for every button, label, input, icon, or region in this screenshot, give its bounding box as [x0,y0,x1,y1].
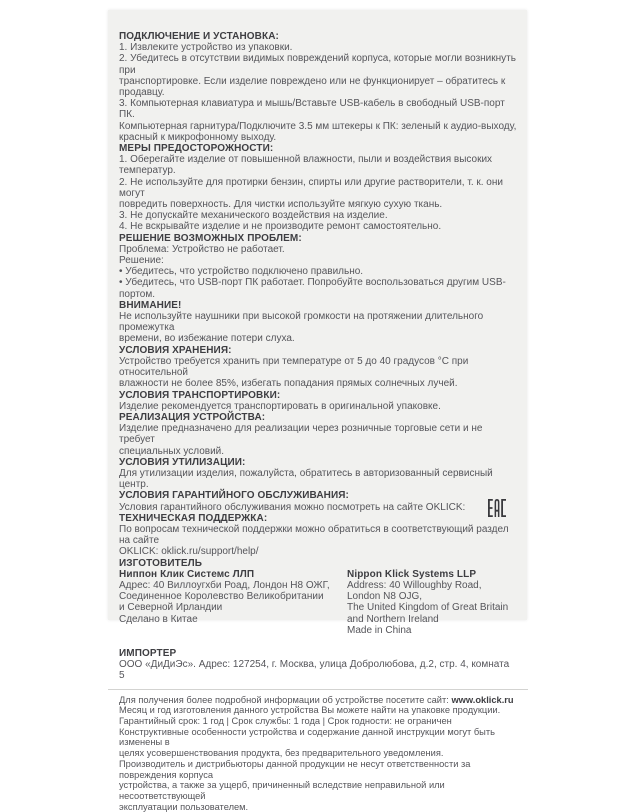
footer-line: Конструктивные особенности устройства и содержание данной инструкции могут быть изменены в [119,726,495,748]
section-line: Изделие предназначено для реализации через розничные торговые сети и не требует [119,423,483,446]
section-line: Не используйте наушники при высокой громкости на протяжении длительного промежутка [119,311,484,334]
manufacturer-block [119,558,517,636]
manufacturer-column-ru [119,569,347,636]
section-line: Для утилизации изделия, пожалуйста, обратитесь в авторизованный сервисный центр. [119,467,493,491]
section-heading: ВНИМАНИЕ! [119,299,182,311]
section-line: По вопросам технической поддержки можно обратиться в соответствующий раздел на сайте [119,523,509,547]
eac-certification-icon [488,497,506,519]
section-heading: УСЛОВИЯ ХРАНЕНИЯ: [119,344,232,356]
section-heading: ПОДКЛЮЧЕНИЕ И УСТАНОВКА: [119,31,279,42]
footer-line: устройства, а также за ущерб, причиненный вследствие неправильной или несоответствующей [119,780,445,801]
footer-line: целях усовершенствования продукта, без предварительного уведомления. [119,748,444,759]
manufacturer-heading: ИЗГОТОВИТЕЛЬ [119,557,202,569]
footer-line: Производитель и дистрибьюторы данной продукции не несут ответственности за повреждения корпуса [119,758,471,780]
manufacturer-line-en: Address: 40 Willoughby Road, London N8 OJG, [347,579,482,603]
manufacturer-line-ru: Сделано в Китае [119,613,198,625]
section-heading: УСЛОВИЯ ТРАНСПОРТИРОВКИ: [119,389,281,401]
manufacturer-line-ru: и Северной Ирландии [119,602,223,614]
footer-line: Месяц и год изготовления данного устройства Вы можете найти на упаковке продукции. [119,705,501,716]
importer-address: ООО «ДиДиЭс». Адрес: 127254, г. Москва, улица Добролюбова, д.2, стр. 4, комната 5 [119,659,510,682]
section-line: повредить поверхность. Для чистки используйте мягкую сухую ткань. [119,199,443,211]
footer-line: эксплуатации пользователем. [119,801,249,812]
section-line: 4. Не вскрывайте изделие и не производите ремонт самостоятельно. [119,221,442,233]
section-line: Устройство требуется хранить при температуре от 5 до 40 градусов °C при относительной [119,355,469,379]
instruction-sections [119,31,517,558]
section-heading: ТЕХНИЧЕСКАЯ ПОДДЕРЖКА: [119,512,268,524]
section-line: Компьютерная гарнитура/Подключите 3.5 мм штекеры к ПК: зеленый к аудио-выходу, [119,120,517,132]
manufacturer-name-ru: Ниппон Клик Системс ЛЛП [119,568,255,580]
section-line: 1. Оберегайте изделие от повышенной влажности, пыли и воздействия высоких температур. [119,154,493,177]
manufacturer-column-en [347,569,517,636]
manufacturer-name-en: Nippon Klick Systems LLP [347,568,477,580]
info-website-prefix: Для получения более подробной информации об устройстве посетите сайт: [119,694,452,705]
section-line: 3. Компьютерная клавиатура и мышь/Вставьте USB-кабель в свободный USB-порт ПК. [119,98,505,121]
page-content [119,31,517,812]
section-heading: РЕАЛИЗАЦИЯ УСТРОЙСТВА: [119,411,266,423]
section-line: Решение: [119,255,164,267]
document-page [108,10,527,812]
section-heading: УСЛОВИЯ УТИЛИЗАЦИИ: [119,456,246,468]
section-line: 2. Убедитесь в отсутствии видимых повреждений корпуса, которые могли возникнуть при [119,53,516,76]
section-line: Изделие рекомендуется транспортировать в оригинальной упаковке. [119,400,441,412]
importer-block [119,648,517,682]
section-heading: УСЛОВИЯ ГАРАНТИЙНОГО ОБСЛУЖИВАНИЯ: [119,490,349,502]
section-line: красный к микрофонному выходу. [119,131,277,143]
section-line: 2. Не используйте для протирки бензин, спирты или другие растворители, т. к. они могут [119,176,503,199]
section-line: 1. Извлеките устройство из упаковки. [119,42,293,54]
footer-line: Гарантийный срок: 1 год | Срок службы: 1 года | Срок годности: не ограничен [119,715,452,726]
footer-lines [119,705,517,812]
section-line: транспортировке. Если изделие повреждено или не функционирует – обратитесь к продавцу. [119,75,506,99]
manufacturer-line-en: The United Kingdom of Great Britain [347,602,509,614]
footer-notes [119,695,517,812]
manufacturer-columns [119,569,517,636]
section-line: Проблема: Устройство не работает. [119,243,285,255]
section-line: OKLICK: oklick.ru/support/help/ [119,546,259,558]
info-website-line [119,695,517,706]
importer-heading: ИМПОРТЕР [119,647,177,659]
section-line: времени, во избежание потери слуха. [119,333,295,345]
section-line: Условия гарантийного обслуживания можно посмотреть на сайте OKLICK: [119,501,466,513]
section-line: 3. Не допускайте механического воздействия на изделие. [119,210,388,222]
section-heading: МЕРЫ ПРЕДОСТОРОЖНОСТИ: [119,143,274,155]
section-line: влажности не более 85%, избегать попадания прямых солнечных лучей. [119,378,458,390]
manufacturer-line-en: Made in China [347,624,412,636]
section-heading: РЕШЕНИЕ ВОЗМОЖНЫХ ПРОБЛЕМ: [119,232,302,244]
manufacturer-line-ru: Соединенное Королевство Великобритании [119,591,324,603]
divider [108,689,528,690]
section-line: специальных условий. [119,445,225,457]
manufacturer-line-en: and Northern Ireland [347,613,439,625]
website-text: www.oklick.ru [451,694,514,705]
manufacturer-address-en [347,580,517,636]
section-line: • Убедитесь, что USB-порт ПК работает. Попробуйте воспользоваться другим USB-портом. [119,277,506,300]
manufacturer-line-ru: Адрес: 40 Виллоугхби Роад, Лондон Н8 ОЖГ, [119,579,330,591]
manufacturer-address-ru [119,580,347,625]
section-line: • Убедитесь, что устройство подключено правильно. [119,266,364,278]
